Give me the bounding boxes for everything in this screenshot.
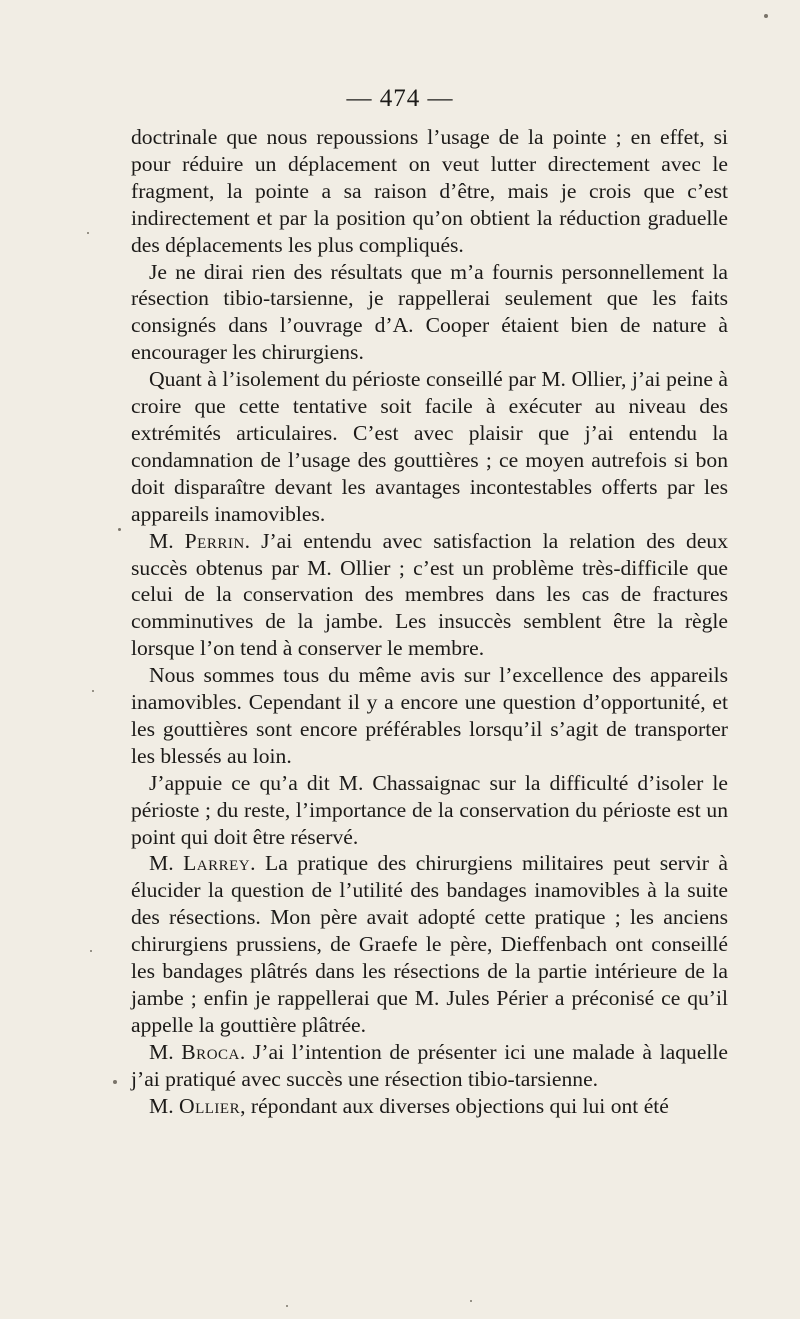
paragraph-text: . J’ai entendu avec satisfaction la relation des deux succès obtenus par M. Ollier ; c’est un problème très-difficile que celui de la conservation des membres dans les cas de fractures comminutives de la jambe. Les insuccès semblent être la règle lorsque l’on tend à conserver le membre.: [131, 528, 729, 661]
paragraph-text: doctrinale que nous repoussions l’usage de la pointe ; en effet, si pour réduire un déplacement on veut lutter directement avec le fragment, la pointe a sa raison d’être, mais je crois que c’est indirectement et par la position qu’on obtient la réduction graduelle des déplacements les plus compliqués.: [131, 125, 728, 257]
paper-speck: [470, 1300, 472, 1302]
paper-speck: [90, 950, 92, 952]
paragraph-text: . La pratique des chirurgiens militaires peut servir à élucider la question de l’utilité des bandages inamovibles à la suite des résections. Mon père avait adopté cette pratique ; les anciens chirurgiens prussiens, de Graefe le père, Dieffenbach ont conseillé les bandages plâtrés dans les résections de la partie intérieure de la jambe ; enfin je rappellerai que M. Jules Périer a préconisé ce qu’il appelle la gouttière plâtrée.: [131, 851, 728, 1037]
paragraph: [131, 662, 728, 770]
speaker-name: Perrin: [184, 528, 245, 553]
speaker-prefix: M.: [149, 1093, 179, 1118]
speaker-prefix: M.: [149, 851, 184, 876]
speaker-paragraph-broca: [131, 1039, 728, 1093]
speaker-paragraph-ollier: [131, 1093, 728, 1120]
paragraph-text: J’appuie ce qu’a dit M. Chassaignac sur la difficulté d’isoler le périoste ; du reste, l’importance de la conservation du périoste est un point qui doit être réservé.: [131, 770, 728, 849]
paragraph: [131, 366, 728, 527]
speaker-name: Ollier: [179, 1093, 241, 1118]
paper-speck: [764, 14, 768, 18]
body-text: [131, 124, 728, 1120]
paragraph: [131, 770, 728, 851]
speaker-paragraph-perrin: [131, 528, 728, 663]
paper-speck: [118, 528, 121, 531]
paragraph-text: Quant à l’isolement du périoste conseillé par M. Ollier, j’ai peine à croire que cette tentative soit facile à exécuter au niveau des extrémités articulaires. C’est avec plaisir que j’ai entendu la condamnation de l’usage des gouttières ; ce moyen autrefois si bon doit disparaître devant les avantages incontestables offerts par les appareils inamovibles.: [131, 367, 728, 526]
paper-speck: [92, 690, 94, 692]
speaker-prefix: M.: [149, 528, 185, 553]
paper-speck: [286, 1305, 288, 1307]
speaker-name: Larrey: [183, 851, 251, 876]
page-number: — 474 —: [346, 85, 454, 112]
paragraph-text: Je ne dirai rien des résultats que m’a fournis personnellement la résection tibio-tarsienne, je rappellerai seulement que les faits consignés dans l’ouvrage d’A. Cooper étaient bien de nature à encourager les chirurgiens.: [131, 259, 728, 365]
speaker-name: Broca: [181, 1039, 240, 1064]
paragraph-text: Nous sommes tous du même avis sur l’excellence des appareils inamovibles. Cependant il y a encore une question d’opportunité, et les gouttières sont encore préférables lorsqu’il s’agit de transporter les blessés au loin.: [131, 663, 728, 768]
paper-speck: [113, 1080, 117, 1084]
speaker-paragraph-larrey: [131, 850, 728, 1038]
paragraph-text: , répondant aux diverses objections qui lui ont été: [240, 1093, 669, 1118]
paragraph-continuation: [131, 124, 728, 259]
paragraph: [131, 259, 728, 367]
paragraph-text: . J’ai l’intention de présenter ici une malade à laquelle j’ai pratiqué avec succès une résection tibio-tarsienne.: [131, 1039, 729, 1091]
paper-speck: [87, 232, 89, 234]
speaker-prefix: M.: [149, 1039, 182, 1064]
